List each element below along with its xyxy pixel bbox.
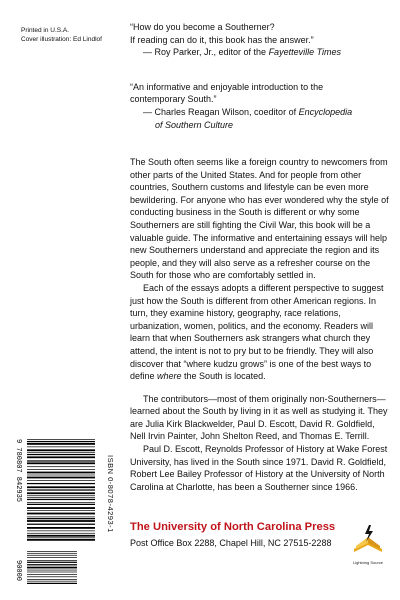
barcode-bar [27, 576, 77, 577]
barcode-bar [27, 499, 95, 500]
quote-2-line-2: contemporary South.” [130, 94, 217, 105]
barcode-bar [27, 574, 77, 575]
quote-1-line-2: If reading can do it, this book has the answer.” [130, 34, 314, 45]
lightning-source-logo [348, 521, 388, 569]
barcode-bar [27, 441, 95, 442]
logo-label: Lightning Source [352, 560, 384, 565]
barcode-bar [27, 480, 95, 481]
barcode-bar [27, 531, 95, 532]
barcode-bar [27, 443, 95, 445]
cover-illustration-credit: Cover illustration: Ed Lindlof [21, 36, 102, 43]
blurbs [130, 21, 392, 131]
barcode-bar [27, 581, 77, 582]
barcode-bar [27, 567, 77, 569]
barcode-bar [27, 517, 95, 518]
quote-2-attribution: — Charles Reagan Wilson, coeditor of Encyclopedia [143, 106, 353, 117]
publisher-name: The University of North Carolina Press [130, 521, 336, 533]
barcode-bar [27, 518, 95, 519]
barcode-bar [27, 507, 95, 509]
barcode-bar [27, 469, 95, 470]
barcode-bar [27, 570, 77, 571]
barcode-bar [27, 454, 95, 455]
addon-digits: 90000 [14, 560, 22, 582]
barcode-bar [27, 489, 95, 490]
barcode-bar [27, 472, 95, 474]
barcode-bar [27, 513, 95, 515]
barcode-bar [27, 564, 77, 565]
barcode-bar [27, 447, 95, 448]
barcode-bar [27, 486, 95, 488]
quote-2-line-1: “An informative and enjoyable introduction to the [130, 81, 324, 92]
barcode-bar [27, 466, 95, 467]
barcode-bar [27, 497, 95, 498]
barcode-bar [27, 495, 95, 496]
barcode-bar [27, 562, 77, 563]
barcode-bar [27, 553, 77, 554]
barcode-bar [27, 551, 77, 552]
barcode-bar [27, 449, 95, 451]
description-paragraph-2: Each of the essays adopts a different perspective to suggest just how the South is different from other American regions. In turn, they examine history, geography, race relations, urbanization, women, politics, and the economy. Readers will learn that when Southerners ask strangers what church they attend, the intent is not to pry but to be friendly. They will also discover that “where kudzu grows” is one of the best ways to define where the South is located. [130, 282, 384, 382]
barcode-bar [27, 492, 95, 494]
barcode-bar [27, 572, 77, 573]
book-description [130, 156, 392, 493]
barcode-bar [27, 539, 95, 541]
quote-1-attribution: — Roy Parker, Jr., editor of the Fayetteville Times [143, 47, 342, 58]
ean-barcode-bars [27, 439, 95, 541]
barcode-bar [27, 510, 95, 511]
printer-credits [21, 26, 121, 44]
barcode-bar [27, 520, 95, 522]
barcode-bar [27, 537, 95, 538]
barcode-bar [27, 504, 95, 505]
quote-2-attribution-line-2: of Southern Culture [155, 119, 234, 130]
barcode-digits: 9 780807 842935 [14, 439, 22, 503]
quote-1-line-1: “How do you become a Southerner? [130, 22, 275, 32]
barcode-bar [27, 557, 77, 558]
barcode-bar [27, 460, 95, 461]
barcode-bar [27, 502, 95, 503]
contributors-paragraph: The contributors—most of them originally non-Southerners—learned about the South by living in it as well as studying it. They are Julia Kirk Blackwelder, Paul D. Escott, David R. Goldfield, Nell Irvin Painter, John Shelton Reed, and Thomas E. Terrill. [130, 393, 388, 442]
addon-barcode-bars [27, 551, 77, 584]
barcode-bar [27, 527, 95, 529]
barcode-bar [27, 583, 77, 584]
barcode-bar [27, 533, 95, 534]
barcode-bar [27, 439, 95, 440]
barcode-bar [27, 477, 95, 479]
open-book-icon [348, 521, 388, 561]
barcode [14, 437, 97, 587]
barcode-bar [27, 456, 95, 458]
barcode-bar [27, 483, 95, 484]
barcode-bar [27, 535, 95, 537]
barcode-bar [27, 579, 77, 580]
printed-in-text: Printed in U.S.A. [21, 27, 70, 34]
isbn-label: ISBN 0-8078-4293-1 [106, 455, 115, 533]
barcode-bar [27, 560, 77, 561]
description-paragraph-1: The South often seems like a foreign country to newcomers from other parts of the United States. And for people from other countries, Southern customs and lifestyle can be even more bewildering. For anyone who has ever wondered why the style of conducting business in the South is different or why some Southerners are still fighting the Civil War, this book will be a valuable guide. The informative and entertaining essays will help new Southerners understand and appreciate the region and its people, and they will also serve as a refresher course on the South for those who are comfortably settled in. [130, 157, 389, 281]
barcode-bar [27, 452, 95, 453]
editors-paragraph: Paul D. Escott, Reynolds Professor of History at Wake Forest University, has lived in the South since 1971. David R. Goldfield, Robert Lee Bailey Professor of History at the University of North Carolina at Charlotte, has been a Southerner since 1966. [130, 444, 388, 492]
publisher-address: Post Office Box 2288, Chapel Hill, NC 27515-2288 [130, 538, 332, 548]
barcode-bar [27, 462, 95, 464]
barcode-bar [27, 475, 95, 476]
barcode-bar [27, 555, 77, 556]
barcode-bar [27, 524, 95, 525]
